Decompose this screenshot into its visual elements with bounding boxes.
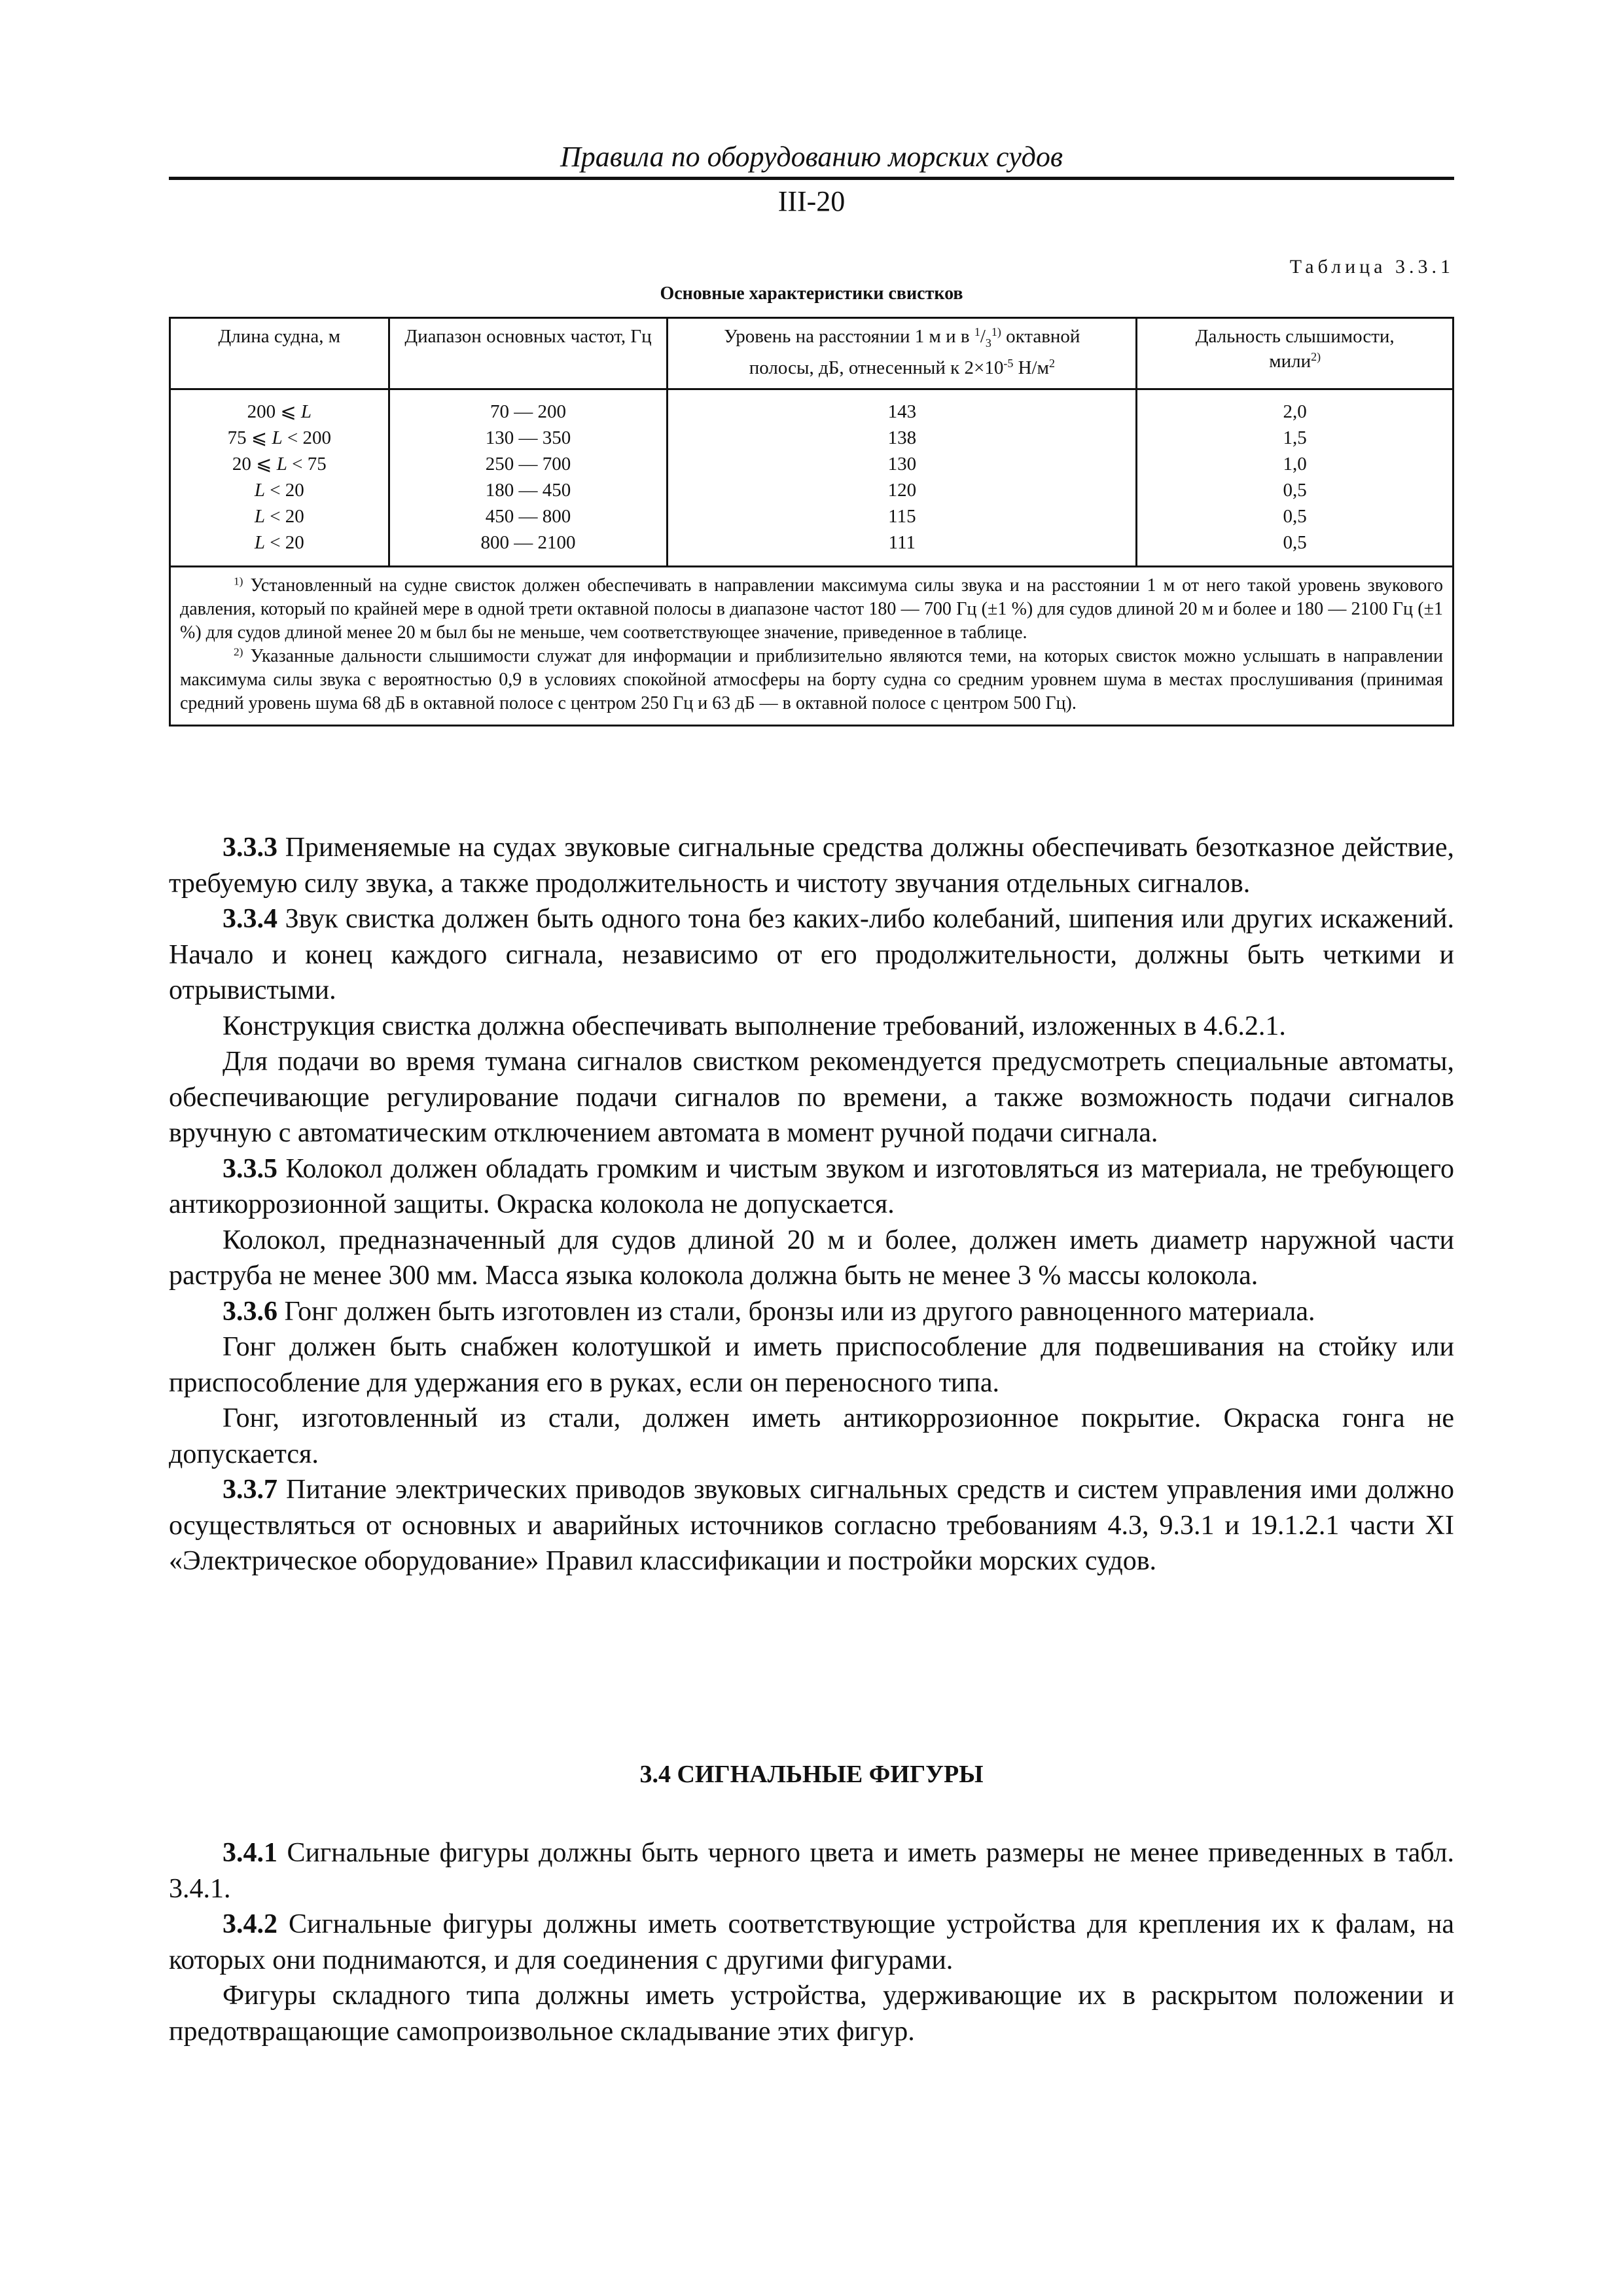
section-3-3-body [169,830,1454,1579]
table-row-level: 111 [888,531,916,553]
section-3-4-body [169,1835,1454,2049]
table-row-frequency: 180 — 450 [485,479,571,501]
table-row-frequency: 130 — 350 [485,427,571,448]
column-header-length: Длина судна, м [170,318,389,389]
paragraph-fog-automation: Для подачи во время тумана сигналов свистком рекомендуется предусмотреть специальные автоматы, обеспечивающие регулирование подачи сигналов по времени, а также возможность подачи сигналов вручную с автоматическим отключением автомата в момент ручной подачи сигнала. [169,1047,1454,1148]
table-row-level: 143 [887,401,917,422]
table-row-level: 130 [887,453,917,475]
table-row-length: 200 ⩽ L [247,401,312,422]
page-number: III-20 [777,185,846,217]
paragraph-3-3-7: 3.3.7 Питание электрических приводов звуковых сигнальных средств и систем управления ими должно осуществляться от основных и аварийных источников согласно требованиям 4.3, 9.3.1 и 19.1.2.1 части XI «Электрическое оборудование» Правил классификации и постройки морских судов. [169,1475,1454,1576]
table-row-length: L < 20 [254,531,304,553]
table-row-range: 0,5 [1283,531,1307,553]
header-rule [169,177,1454,180]
table-row-length: 75 ⩽ L < 200 [227,427,331,448]
column-header-level: Уровень на расстоянии 1 м и в $^1/_3^{1)}$ октавной полосы, дБ, отнесенный к $2\times 10^{-5}$ $Н/м^2$ [668,318,1137,389]
section-heading-3-4: 3.4 СИГНАЛЬНЫЕ ФИГУРЫ [639,1761,984,1788]
footnote-1: $^{1)}$ Установленный на судне свисток должен обеспечивать в направлении максимума силы звука и на расстоянии 1 м от него такой уровень звукового давления, который по крайней мере в одной трети октавной полосы в диапазоне частот 180 — 700 Гц (±1 %) для судов длиной 20 м и более и 180 — 2100 Гц (±1 %) для судов длиной менее 20 м был бы не меньше, чем соответствующее значение, приведенное в таблице. [180,575,1443,643]
table-label: Таблица 3.3.1 [1289,256,1454,278]
table-row-range: 1,5 [1283,427,1307,448]
level-cell [668,389,1137,566]
table-row-frequency: 450 — 800 [485,505,571,527]
paragraph-3-4-2: 3.4.2 Сигнальные фигуры должны иметь соответствующие устройства для крепления их к фалам, на которых они поднимаются, и для соединения с другими фигурами. [169,1909,1454,1975]
table-row-length: 20 ⩽ L < 75 [232,453,327,475]
table-row-length: L < 20 [254,479,304,501]
footnote-2: $^{2)}$ Указанные дальности слышимости служат для информации и приблизительно являются теми, на которых свисток можно услышать в направлении максимума силы звука с вероятностью 0,9 в условиях спокойной атмосферы на борту судна со средним уровнем шума в местах прослушивания (принимая средний уровень шума 68 дБ в октавной полосе с центром 250 Гц и 63 дБ — в октавной полосе с центром 500 Гц). [180,645,1444,713]
table-row-range: 0,5 [1283,505,1307,527]
table-footnotes [170,566,1454,725]
table-row-frequency: 70 — 200 [490,401,566,422]
table-row-range: 0,5 [1283,479,1307,501]
paragraph-bell-size: Колокол, предназначенный для судов длиной 20 м и более, должен иметь диаметр наружной части раструба не менее 300 мм. Масса языка колокола должна быть не менее 3 % массы колокола. [169,1225,1454,1291]
table-row-level: 138 [887,427,917,448]
frequency-cell [389,389,668,566]
paragraph-gong-striker: Гонг должен быть снабжен колотушкой и иметь приспособление для подвешивания на стойку или приспособление для удержания его в руках, если он переносного типа. [169,1332,1454,1398]
table-row-length: L < 20 [254,505,304,527]
paragraph-3-4-1: 3.4.1 Сигнальные фигуры должны быть черного цвета и иметь размеры не менее приведенных в табл. 3.4.1. [169,1838,1454,1904]
paragraph-gong-coating: Гонг, изготовленный из стали, должен иметь антикоррозионное покрытие. Окраска гонга не допускается. [169,1403,1454,1469]
whistle-characteristics-table [169,317,1454,726]
length-cell [170,389,389,566]
table-row-frequency: 800 — 2100 [480,531,576,553]
table-row-range: 1,0 [1283,453,1307,475]
paragraph-3-3-3: 3.3.3 Применяемые на судах звуковые сигнальные средства должны обеспечивать безотказное действие, требуемую силу звука, а также продолжительность и чистоту звучания отдельных сигналов. [169,833,1454,899]
table-row-range: 2,0 [1283,401,1307,422]
paragraph-whistle-design: Конструкция свистка должна обеспечивать выполнение требований, изложенных в 4.6.2.1. [223,1011,1286,1041]
paragraph-3-3-6: 3.3.6 Гонг должен быть изготовлен из стали, бронзы или из другого равноценного материала. [223,1296,1315,1327]
table-row-frequency: 250 — 700 [485,453,571,475]
table-caption: Основные характеристики свистков [660,283,963,304]
table-row-level: 115 [888,505,916,527]
column-header-audibility: Дальность слышимости, мили$^{2)}$ [1137,318,1454,389]
table-footnotes-row [170,566,1454,725]
running-header: Правила по оборудованию морских судов [560,141,1063,173]
paragraph-3-3-5: 3.3.5 Колокол должен обладать громким и чистым звуком и изготовляться из материала, не требующего антикоррозионной защиты. Окраска колокола не допускается. [169,1153,1454,1219]
table-header-row [170,318,1454,389]
audibility-cell [1137,389,1454,566]
column-header-frequency: Диапазон основных частот, Гц [389,318,668,389]
table-values-row [170,389,1454,566]
paragraph-3-3-4: 3.3.4 Звук свистка должен быть одного тона без каких-либо колебаний, шипения или других искажений. Начало и конец каждого сигнала, независимо от его продолжительности, должны быть четкими и отрывистыми. [169,904,1454,1005]
table-row-level: 120 [887,479,917,501]
paragraph-folding-figures: Фигуры складного типа должны иметь устройства, удерживающие их в раскрытом положении и предотвращающие самопроизвольное складывание этих фигур. [169,1981,1454,2047]
